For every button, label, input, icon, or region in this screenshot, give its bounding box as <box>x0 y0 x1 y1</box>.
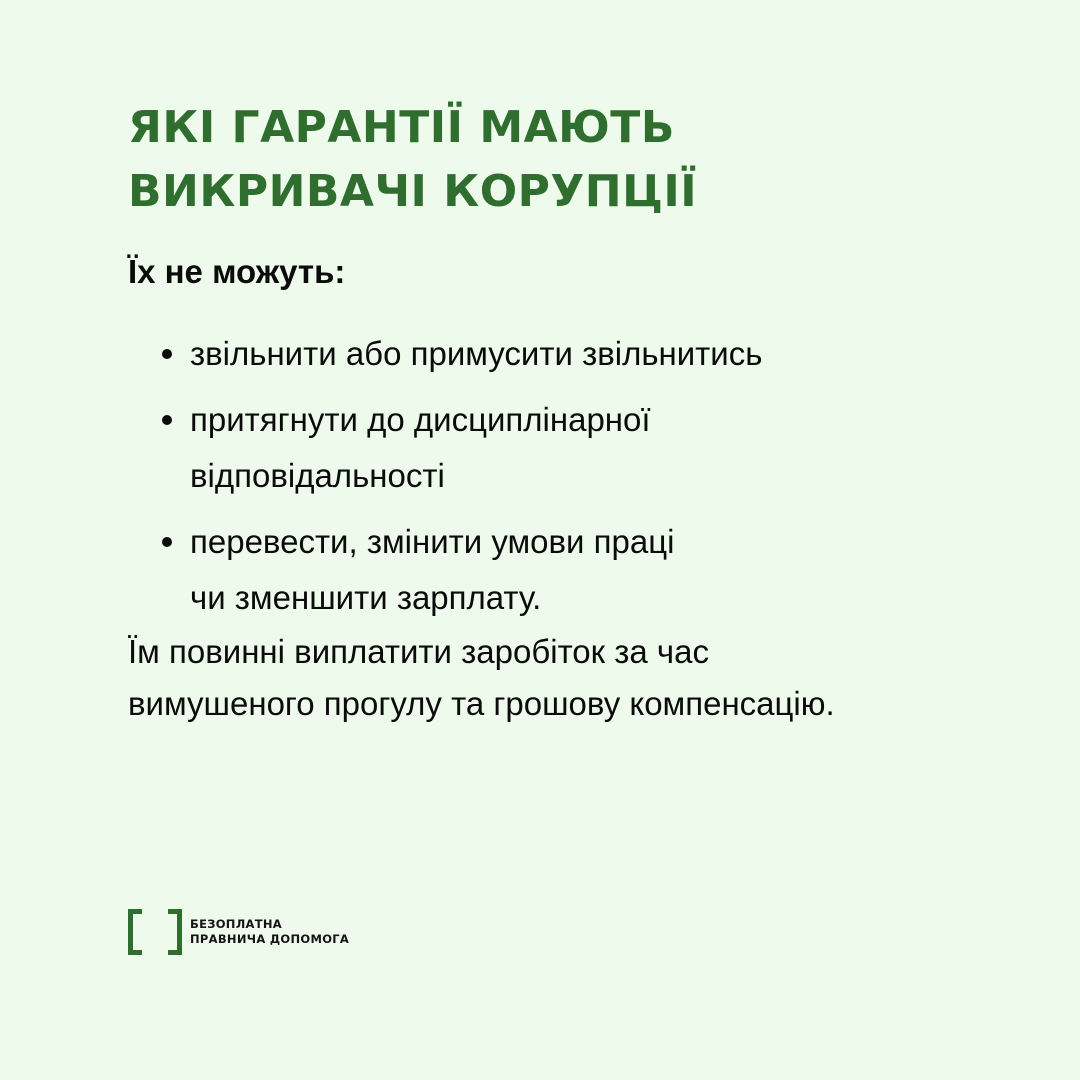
page-title <box>128 96 697 224</box>
bullet-icon <box>162 537 172 547</box>
list-item-line: чи зменшити зарплату. <box>190 579 542 616</box>
logo-line-2: ПРАВНИЧА ДОПОМОГА <box>190 932 350 946</box>
closing-line-2: вимушеного прогулу та грошову компенсацію. <box>128 685 835 722</box>
bracket-logo-icon <box>128 909 182 955</box>
logo-line-1: БЕЗОПЛАТНА <box>190 917 283 931</box>
title-line-1: ЯКІ ГАРАНТІЇ МАЮТЬ <box>128 102 675 153</box>
list-item-line: притягнути до дисциплінарної <box>190 401 651 438</box>
list-item-line: перевести, змінити умови праці <box>190 523 675 560</box>
list-item <box>160 326 920 382</box>
guarantees-list <box>160 326 920 636</box>
list-item <box>160 392 920 504</box>
list-item-line: відповідальності <box>190 457 445 494</box>
list-item-line: звільнити або примусити звільнитись <box>190 335 763 372</box>
closing-text <box>128 626 835 730</box>
closing-line-1: Їм повинні виплатити заробіток за час <box>128 633 709 670</box>
title-line-2: ВИКРИВАЧІ КОРУПЦІЇ <box>128 166 698 217</box>
organization-logo <box>128 908 349 956</box>
bullet-icon <box>162 349 172 359</box>
bullet-icon <box>162 415 172 425</box>
lead-text: Їх не можуть: <box>128 253 346 290</box>
logo-text <box>190 917 349 947</box>
list-item <box>160 514 920 626</box>
